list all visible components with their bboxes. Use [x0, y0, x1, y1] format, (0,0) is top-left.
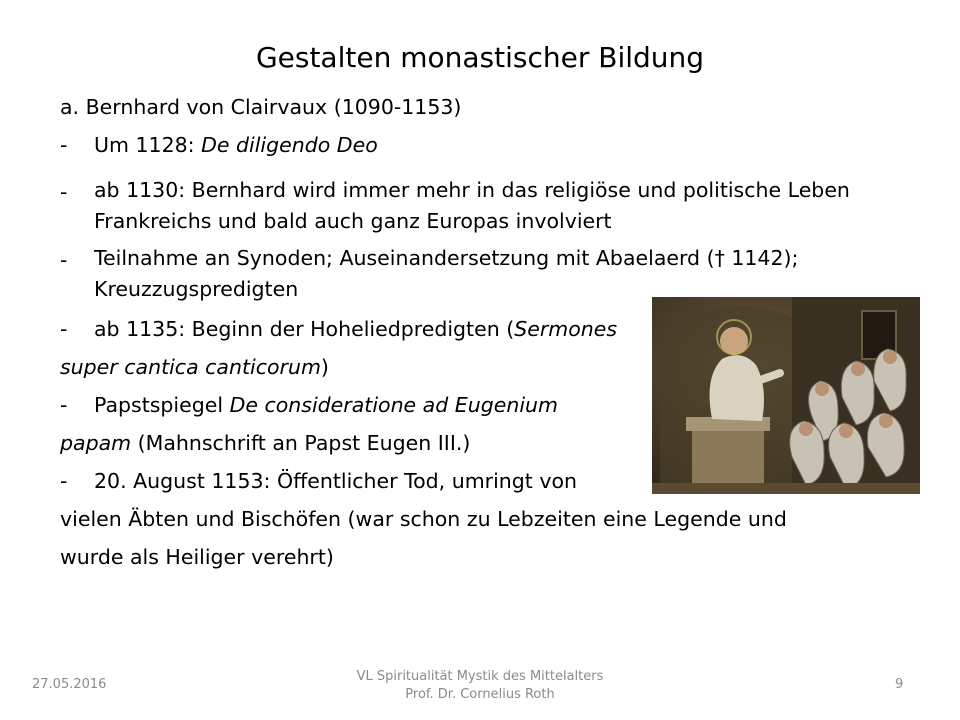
bullet-5-note: (Mahnschrift an Papst Eugen III.)	[131, 431, 471, 455]
footer-course	[0, 668, 960, 704]
page-number: 9	[895, 677, 904, 692]
bullet-dash: -	[60, 469, 68, 493]
bullet-6-text: 20. August 1153: Öffentlicher Tod, umringt von	[94, 469, 578, 493]
footer-professor: Prof. Dr. Cornelius Roth	[405, 687, 555, 702]
bullet-4-continuation	[60, 350, 329, 384]
footer-date: 27.05.2016	[32, 677, 107, 692]
medieval-illustration	[652, 297, 920, 494]
bullet-6-continuation-2: wurde als Heiliger verehrt)	[60, 545, 334, 569]
bullet-1-text: Um 1128:	[94, 133, 202, 157]
section-heading: a. Bernhard von Clairvaux (1090-1153)	[60, 95, 462, 119]
bullet-4-text: ab 1135: Beginn der Hoheliedpredigten (	[94, 317, 515, 341]
bullet-4-title: Sermones	[514, 317, 618, 341]
bullet-dash: -	[60, 393, 68, 417]
footer-course-title: VL Spiritualität Mystik des Mittelalters	[356, 669, 604, 684]
bernhard-preaching-miniature	[652, 297, 920, 494]
slide-title: Gestalten monastischer Bildung	[255, 41, 705, 74]
bullet-6-continuation-1: vielen Äbten und Bischöfen (war schon zu Lebzeiten eine Legende und	[60, 507, 787, 531]
bullet-dash: -	[60, 248, 68, 272]
bullet-5-continuation	[60, 426, 470, 460]
bullet-3-text: Teilnahme an Synoden; Auseinandersetzung mit Abaelaerd († 1142); Kreuzzugspredigten	[94, 246, 799, 301]
bullet-1-title: De diligendo Deo	[201, 133, 378, 157]
bullet-dash: -	[60, 180, 68, 204]
bullet-5-title: De consideratione ad Eugenium	[229, 393, 558, 417]
bullet-5-title-cont: papam	[60, 431, 132, 455]
bullet-4-title-cont: super cantica canticorum	[60, 355, 321, 379]
bullet-5-text: Papstspiegel	[94, 393, 230, 417]
bullet-2-text: ab 1130: Bernhard wird immer mehr in das religiöse und politische Leben Frankreichs und bald auch ganz Europas involviert	[94, 178, 850, 233]
bullet-dash: -	[60, 133, 68, 157]
bullet-4-close: )	[320, 355, 329, 379]
bullet-dash: -	[60, 317, 68, 341]
